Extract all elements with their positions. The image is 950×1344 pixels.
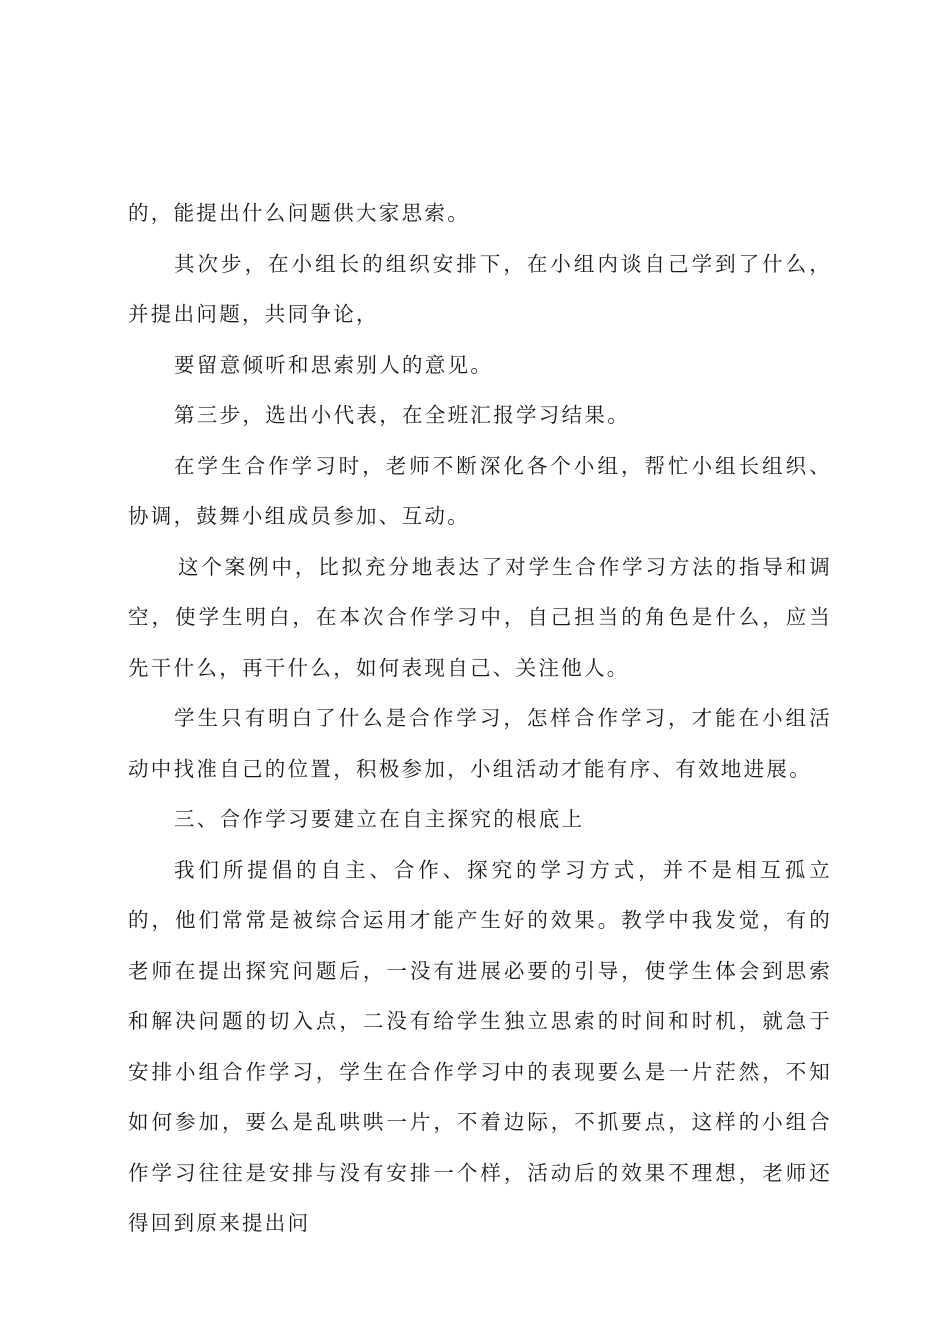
paragraph-teacher-guidance: 在学生合作学习时，老师不断深化各个小组，帮忙小组长组织、协调，鼓舞小组成员参加、互动。 [128, 453, 832, 528]
paragraph-continuation: 的，能提出什么问题供大家思索。 [128, 201, 470, 225]
paragraph-step-three: 第三步，选出小代表，在全班汇报学习结果。 [174, 403, 630, 427]
paragraph-student-understanding: 学生只有明白了什么是合作学习，怎样合作学习，才能在小组活动中找准自己的位置，积极参加，小组活动才能有序、有效地进展。 [128, 706, 832, 781]
paragraph-listen: 要留意倾听和思索别人的意见。 [174, 352, 494, 377]
paragraph-learning-methods: 我们所提倡的自主、合作、探究的学习方式，并不是相互孤立的，他们常常是被综合运用才能产生好的效果。教学中我发觉，有的老师在提出探究问题后，一没有进展必要的引导，使学生体会到思索和解决问题的切入点，二没有给学生独立思索的时间和时机，就急于安排小组合作学习，学生在合作学习中的表现要么是一片茫然，不知如何参加，要么是乱哄哄一片，不着边际，不抓要点，这样的小组合作学习往往是安排与没有安排一个样，活动后的效果不理想，老师还得回到原来提出问 [128, 857, 832, 1235]
section-heading: 三、合作学习要建立在自主探究的根底上 [174, 807, 585, 831]
document-body [128, 188, 832, 1249]
paragraph-case-summary: 这个案例中，比拟充分地表达了对学生合作学习方法的指导和调空，使学生明白，在本次合作学习中，自己担当的角色是什么，应当先干什么，再干什么，如何表现自己、关注他人。 [128, 554, 832, 680]
paragraph-step-two: 其次步，在小组长的组织安排下，在小组内谈自己学到了什么，并提出问题，共同争论， [128, 251, 832, 326]
